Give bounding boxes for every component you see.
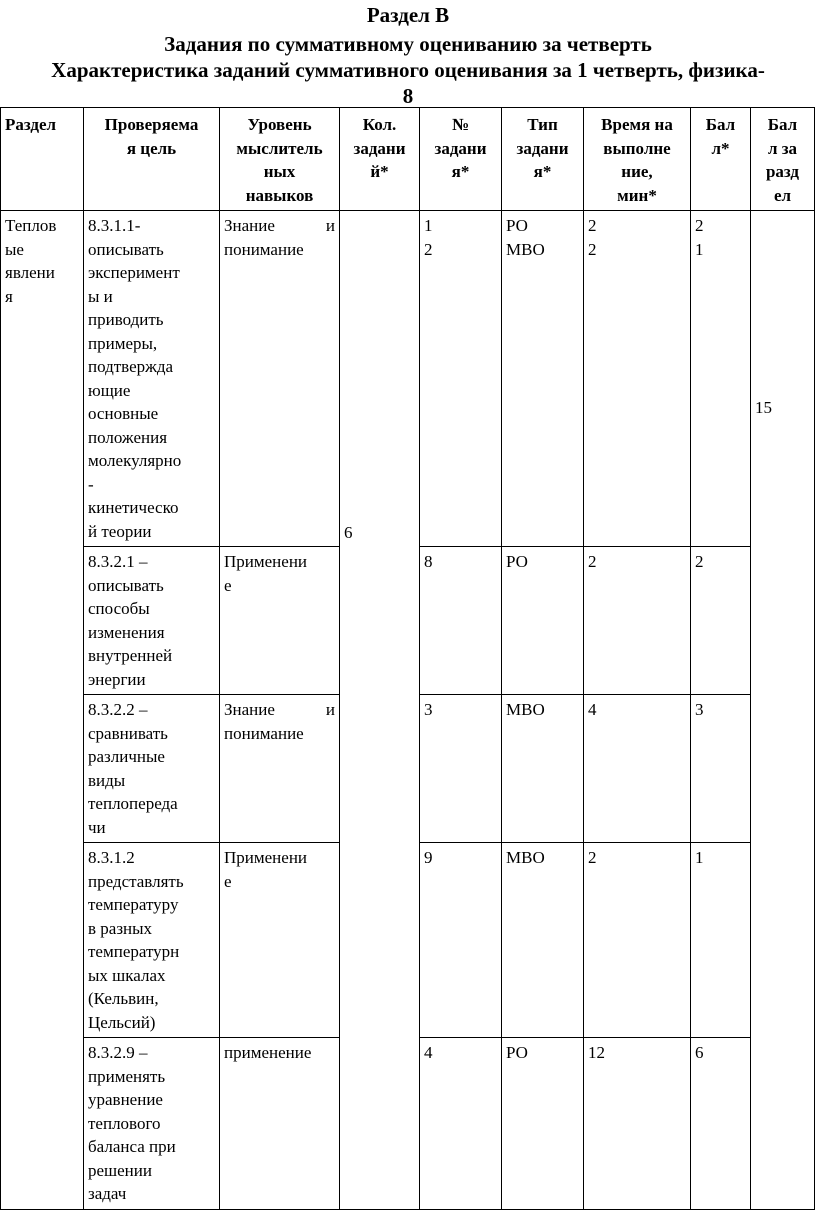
goal-cell: 8.3.1.1- описывать эксперимент ы и приводить примеры, подтвержда ющие основные положения молекулярно - кинетическо й теории (84, 211, 220, 547)
header-count: Кол. задани й* (340, 108, 420, 211)
number-cell: 9 (420, 843, 502, 1038)
number-cell: 1 2 (420, 211, 502, 547)
subtitle-heading: Задания по суммативному оцениванию за четверть (164, 32, 652, 56)
goal-cell: 8.3.2.1 – описывать способы изменения внутренней энергии (84, 547, 220, 695)
section-total-cell: 15 (751, 211, 815, 1210)
time-cell: 4 (584, 695, 691, 843)
time-cell: 2 (584, 843, 691, 1038)
table-header-row (1, 108, 815, 211)
goal-cell: 8.3.2.2 – сравнивать различные виды теплопереда чи (84, 695, 220, 843)
header-section: Раздел (1, 108, 84, 211)
goal-cell: 8.3.2.9 – применять уравнение теплового баланса при решении задач (84, 1038, 220, 1210)
type-cell: МВО (502, 695, 584, 843)
header-goal: Проверяема я цель (84, 108, 220, 211)
level-conj: и (325, 700, 335, 719)
level-cell: Применени е (220, 843, 340, 1038)
level-cell: применение (220, 1038, 340, 1210)
title-heading-end: 8 (402, 84, 414, 108)
level-cell (220, 211, 340, 547)
section-name-cell: Теплов ые явлени я (1, 211, 84, 1210)
header-number: № задани я* (420, 108, 502, 211)
score-cell: 6 (691, 1038, 751, 1210)
score-cell: 3 (691, 695, 751, 843)
assessment-table (0, 107, 815, 1210)
score-cell: 2 1 (691, 211, 751, 547)
goal-cell: 8.3.1.2 представлять температуру в разных температурн ых шкалах (Кельвин, Цельсий) (84, 843, 220, 1038)
number-cell: 3 (420, 695, 502, 843)
level-word: понимание (224, 239, 304, 259)
time-cell: 2 (584, 547, 691, 695)
score-cell: 1 (691, 843, 751, 1038)
title-heading: Характеристика заданий суммативного оценивания за 1 четверть, физика- (51, 58, 765, 82)
number-cell: 4 (420, 1038, 502, 1210)
type-cell: РО МВО (502, 211, 584, 547)
table-row (1, 211, 815, 547)
level-cell (220, 695, 340, 843)
header-section-score: Бал л за разд ел (751, 108, 815, 211)
header-level: Уровень мыслитель ных навыков (220, 108, 340, 211)
type-cell: РО (502, 547, 584, 695)
header-score: Бал л* (691, 108, 751, 211)
level-word: понимание (224, 723, 304, 743)
level-cell: Применени е (220, 547, 340, 695)
time-cell: 2 2 (584, 211, 691, 547)
type-cell: РО (502, 1038, 584, 1210)
task-count-cell: 6 (340, 211, 420, 1210)
level-word: Знание (224, 216, 275, 235)
header-time: Время на выполне ние, мин* (584, 108, 691, 211)
level-word: Знание (224, 700, 275, 719)
score-cell: 2 (691, 547, 751, 695)
header-type: Тип задани я* (502, 108, 584, 211)
number-cell: 8 (420, 547, 502, 695)
level-conj: и (325, 216, 335, 235)
section-heading: Раздел B (366, 3, 450, 27)
time-cell: 12 (584, 1038, 691, 1210)
type-cell: МВО (502, 843, 584, 1038)
